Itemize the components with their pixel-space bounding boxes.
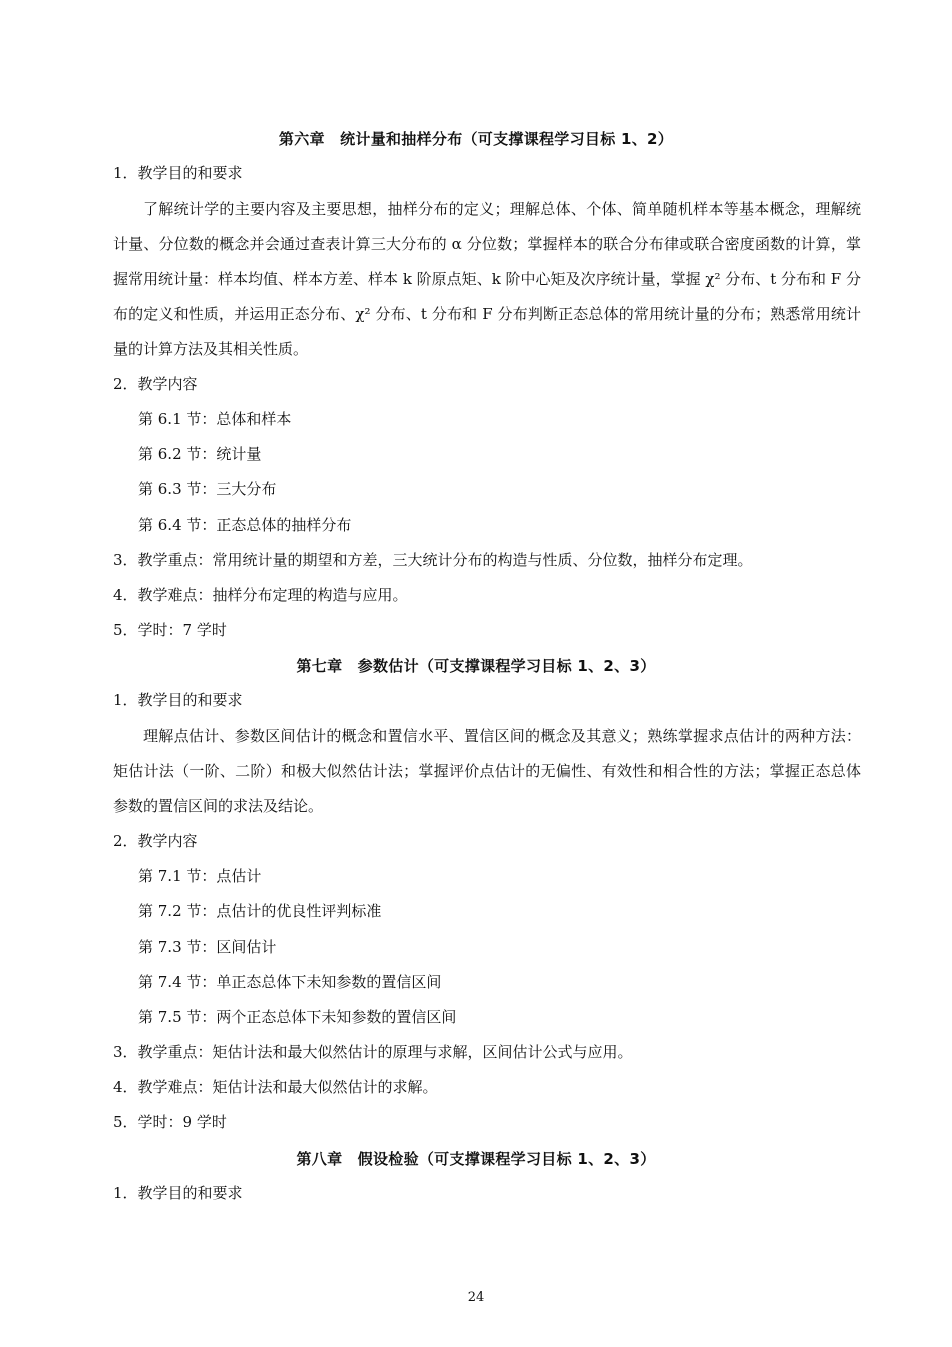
chapter-6-title: 第六章 统计量和抽样分布（可支撑课程学习目标 1、2） [278, 130, 674, 148]
ch7-goal-text: 理解点估计、参数区间估计的概念和置信水平、置信区间的概念及其意义；熟练掌握求点估计的两种方法：矩估计法（一阶、二阶）和极大似然估计法；掌握评价点估计的无偏性、有效性和相合性的方法；掌握正态总体参数的置信区间的求法及结论。 [113, 727, 861, 815]
ch7-section-item: 第 7.4 节：单正态总体下未知参数的置信区间 [138, 973, 442, 991]
ch6-section-item: 第 6.1 节：总体和样本 [138, 410, 292, 428]
ch7-content-heading: 2．教学内容 [113, 832, 198, 850]
ch7-section-item: 第 7.1 节：点估计 [138, 867, 262, 885]
ch6-hours: 5．学时：7 学时 [113, 621, 227, 639]
ch7-goal-heading: 1．教学目的和要求 [113, 691, 243, 709]
ch7-difficulties: 4．教学难点：矩估计法和最大似然估计的求解。 [113, 1078, 438, 1096]
ch7-key-points: 3．教学重点：矩估计法和最大似然估计的原理与求解，区间估计公式与应用。 [113, 1043, 633, 1061]
chapter-7-title: 第七章 参数估计（可支撑课程学习目标 1、2、3） [296, 657, 656, 675]
ch6-key-points: 3．教学重点：常用统计量的期望和方差，三大统计分布的构造与性质、分位数，抽样分布定理。 [113, 551, 753, 569]
ch7-section-item: 第 7.3 节：区间估计 [138, 938, 277, 956]
ch7-section-item: 第 7.5 节：两个正态总体下未知参数的置信区间 [138, 1008, 457, 1026]
ch6-section-item: 第 6.3 节：三大分布 [138, 480, 277, 498]
ch6-goal-text: 了解统计学的主要内容及主要思想，抽样分布的定义；理解总体、个体、简单随机样本等基本概念，理解统计量、分位数的概念并会通过查表计算三大分布的 α 分位数；掌握样本的联合分布律或联合密度函数的计算，掌握常用统计量：样本均值、样本方差、样本 k 阶原点矩、k 阶中心矩及次序统计量，掌握 χ² 分布、t 分布和 F 分布的定义和性质，并运用正态分布、χ² 分布、t 分布和 F 分布判断正态总体的常用统计量的分布；熟悉常用统计量的计算方法及其相关性质。 [113, 200, 861, 358]
ch6-content-heading: 2．教学内容 [113, 375, 198, 393]
ch7-goal-paragraph [113, 719, 861, 824]
chapter-8-title: 第八章 假设检验（可支撑课程学习目标 1、2、3） [296, 1150, 656, 1168]
ch6-difficulties: 4．教学难点：抽样分布定理的构造与应用。 [113, 586, 408, 604]
ch6-goal-paragraph [113, 192, 861, 367]
page-number: 24 [467, 1290, 485, 1305]
ch7-hours: 5．学时：9 学时 [113, 1113, 227, 1131]
ch6-goal-heading: 1．教学目的和要求 [113, 164, 243, 182]
ch7-section-item: 第 7.2 节：点估计的优良性评判标准 [138, 902, 382, 920]
ch8-goal-heading: 1．教学目的和要求 [113, 1184, 243, 1202]
ch6-section-item: 第 6.4 节：正态总体的抽样分布 [138, 516, 352, 534]
ch6-section-item: 第 6.2 节：统计量 [138, 445, 262, 463]
